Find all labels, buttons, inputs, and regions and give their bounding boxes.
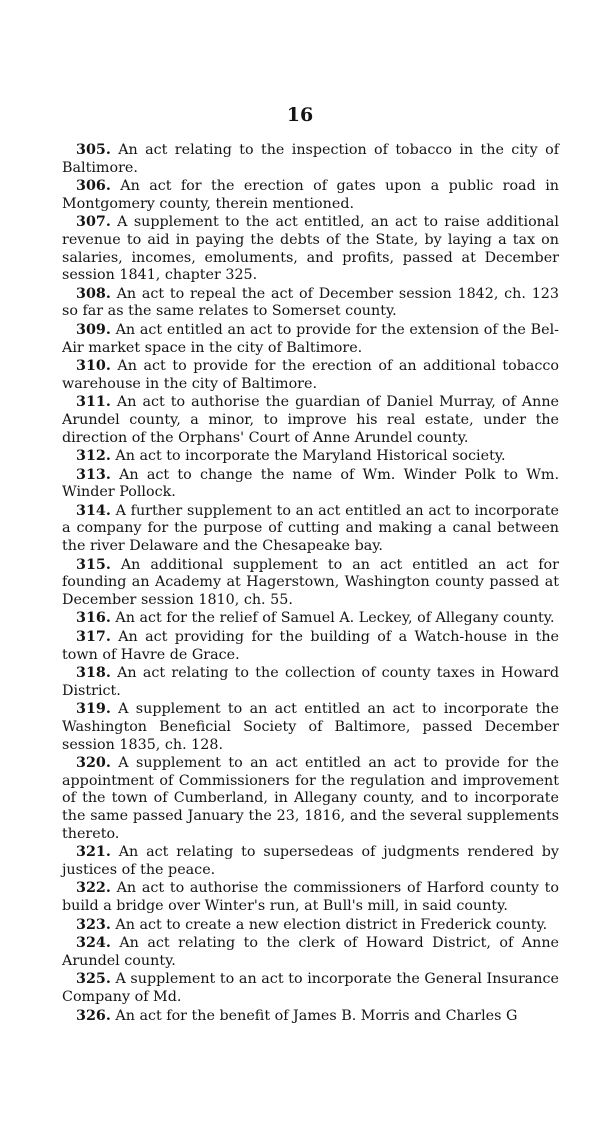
act-text: An act entitled an act to provide for the extension of the Bel-Air market space in the city of Baltimore. [62,321,559,356]
act-entry [62,629,559,664]
act-number: 314. [76,502,111,519]
act-entry [62,1008,559,1026]
act-number: 317. [76,629,111,646]
act-entry [62,880,559,915]
act-number: 311. [76,394,111,411]
act-entry [62,214,559,284]
page-number: 16 [286,104,314,126]
act-text: A further supplement to an act entitled an act to incorporate a company for the purpose of cutting and making a canal between the river Delaware and the Chesapeake bay. [62,502,559,555]
act-number: 312. [76,448,111,465]
act-text: A supplement to an act entitled an act to provide for the appointment of Commissioners for the regulation and improvement of the town of Cumberland, in Allegany county, and to incorporate the same passed January the 23, 1816, and the several supplements thereto. [62,755,560,842]
act-entry [62,755,559,843]
act-text: An act for the benefit of James B. Morris and Charles G [115,1007,518,1024]
act-text: An act relating to the inspection of tobacco in the city of Baltimore. [62,142,559,176]
act-text: An act for the erection of gates upon a public road in Montgomery county, therein mentioned. [62,178,559,212]
act-entry [62,665,559,700]
act-number: 315. [76,556,111,573]
act-text: A supplement to the act entitled, an act to raise additional revenue to aid in paying the debts of the State, by laying a tax on salaries, incomes, emoluments, and profits, passed at December session 1841, chapter 325. [62,214,559,284]
act-entry [62,844,559,879]
act-text: An act for the relief of Samuel A. Leckey, of Allegany county. [115,610,555,627]
act-entry [62,917,559,935]
act-text: An additional supplement to an act entitled an act for founding an Academy at Hagerstown, Washington county passed at December session 1810, ch. 55. [62,556,559,608]
act-number: 306. [76,178,111,195]
act-number: 309. [76,321,111,338]
act-entry [62,178,559,213]
act-text: An act to repeal the act of December session 1842, ch. 123 so far as the same relates to Somerset county. [62,285,559,320]
act-number: 322. [76,880,111,897]
act-text: An act to create a new election district in Frederick county. [115,916,548,933]
act-text: A supplement to an act to incorporate the General Insurance Company of Md. [62,971,559,1005]
act-entry [62,701,559,754]
act-text: A supplement to an act entitled an act to incorporate the Washington Beneficial Society of Baltimore, passed December session 1835, ch. 128. [62,701,559,753]
act-number: 320. [76,755,111,772]
act-text: An act to provide for the erection of an additional tobacco warehouse in the city of Baltimore. [62,358,560,392]
act-entry [62,142,559,177]
act-number: 324. [76,935,111,952]
act-number: 313. [76,466,111,483]
act-entry [62,971,559,1006]
act-entry [62,557,559,610]
act-text: An act relating to the collection of county taxes in Howard District. [62,665,560,699]
act-text: An act to incorporate the Maryland Historical society. [115,448,506,465]
act-entry [62,448,559,466]
act-text: An act providing for the building of a Watch-house in the town of Havre de Grace. [62,629,559,663]
act-number: 318. [76,665,111,682]
act-entry [62,286,559,321]
act-number: 323. [76,916,111,933]
act-entry [62,935,559,970]
act-number: 316. [76,610,111,627]
act-text: An act to authorise the guardian of Daniel Murray, of Anne Arundel county, a minor, to improve his real estate, under the direction of the Orphans' Court of Anne Arundel county. [62,394,559,446]
act-number: 308. [76,285,111,302]
act-entry [62,394,559,447]
act-text: An act relating to the clerk of Howard District, of Anne Arundel county. [62,935,560,969]
act-number: 321. [76,844,111,861]
act-number: 326. [76,1007,111,1024]
acts-list [62,142,559,1026]
act-entry [62,467,559,502]
act-text: An act to authorise the commissioners of Harford county to build a bridge over Winter's run, at Bull's mill, in said county. [62,880,559,914]
act-entry [62,322,559,357]
act-number: 325. [76,971,111,988]
act-entry [62,610,559,628]
act-text: An act to change the name of Wm. Winder Polk to Wm. Winder Pollock. [62,466,559,501]
act-number: 319. [76,701,111,718]
act-number: 310. [76,358,111,375]
act-entry [62,358,559,393]
act-entry [62,503,559,556]
act-number: 305. [76,142,111,158]
act-number: 307. [76,214,111,231]
act-text: An act relating to supersedeas of judgments rendered by justices of the peace. [62,844,559,878]
